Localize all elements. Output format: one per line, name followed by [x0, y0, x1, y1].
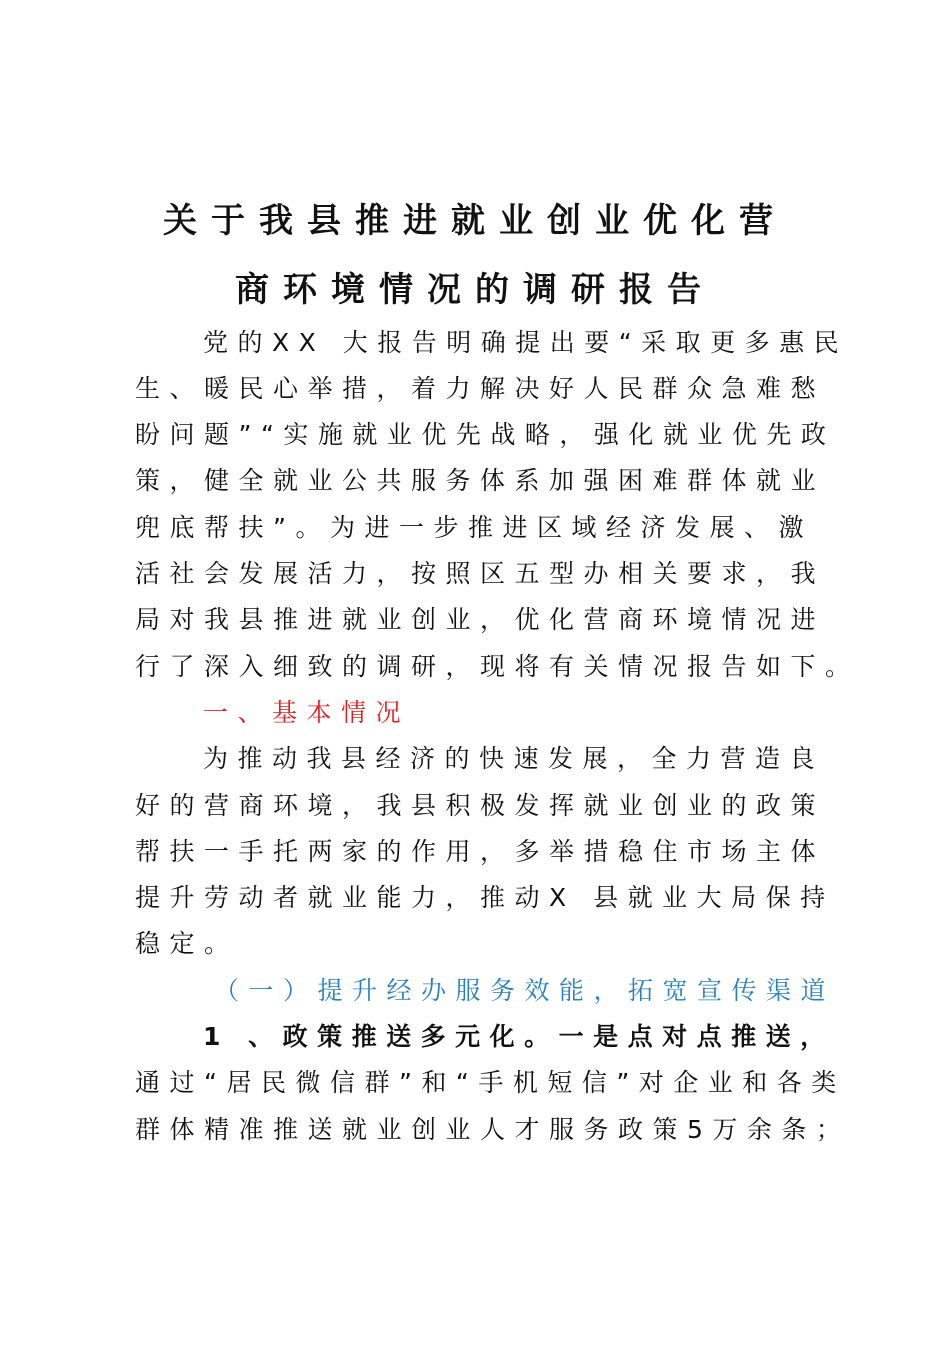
- document-title-line-1: 关于我县推进就业创业优化营: [163, 201, 787, 241]
- paragraph-line: 党的XX 大报告明确提出要“采取更多惠民: [203, 328, 849, 357]
- paragraph-line: 好的营商环境，我县积极发挥就业创业的政策: [135, 791, 826, 820]
- paragraph-line: 稳定。: [135, 929, 239, 958]
- paragraph-line-bold-lead: [203, 1022, 835, 1052]
- document-title-line-2: 商环境情况的调研报告: [235, 270, 715, 310]
- paragraph-line: 兜底帮扶”。为进一步推进区域经济发展、激: [135, 513, 813, 542]
- paragraph-line: 策，健全就业公共服务体系加强困难群体就业: [135, 466, 826, 495]
- paragraph-line: 提升劳动者就业能力，推动X 县就业大局保持: [135, 883, 835, 912]
- paragraph-line: 活社会发展活力，按照区五型办相关要求，我: [135, 559, 826, 588]
- paragraph-line: 群体精准推送就业创业人才服务政策5万余条；: [135, 1115, 851, 1144]
- paragraph-line: 行了深入细致的调研，现将有关情况报告如下。: [135, 652, 860, 681]
- paragraph-line: 帮扶一手托两家的作用，多举措稳住市场主体: [135, 837, 826, 866]
- subsection-heading-service-efficiency: （一）提升经办服务效能，拓宽宣传渠道: [214, 976, 836, 1005]
- paragraph-line: 为推动我县经济的快速发展，全力营造良: [203, 744, 825, 773]
- numbered-item-lead: 1 、政策推送多元化。一是点对点推送，: [203, 1022, 835, 1051]
- section-heading-basic-situation: 一、基本情况: [203, 698, 411, 727]
- paragraph-line: 局对我县推进就业创业，优化营商环境情况进: [135, 605, 826, 634]
- paragraph-line: 生、暖民心举措，着力解决好人民群众急难愁: [135, 374, 826, 403]
- paragraph-line: 通过“居民微信群”和“手机短信”对企业和各类: [135, 1068, 846, 1097]
- paragraph-line: 盼问题”“实施就业优先战略，强化就业优先政: [135, 420, 836, 449]
